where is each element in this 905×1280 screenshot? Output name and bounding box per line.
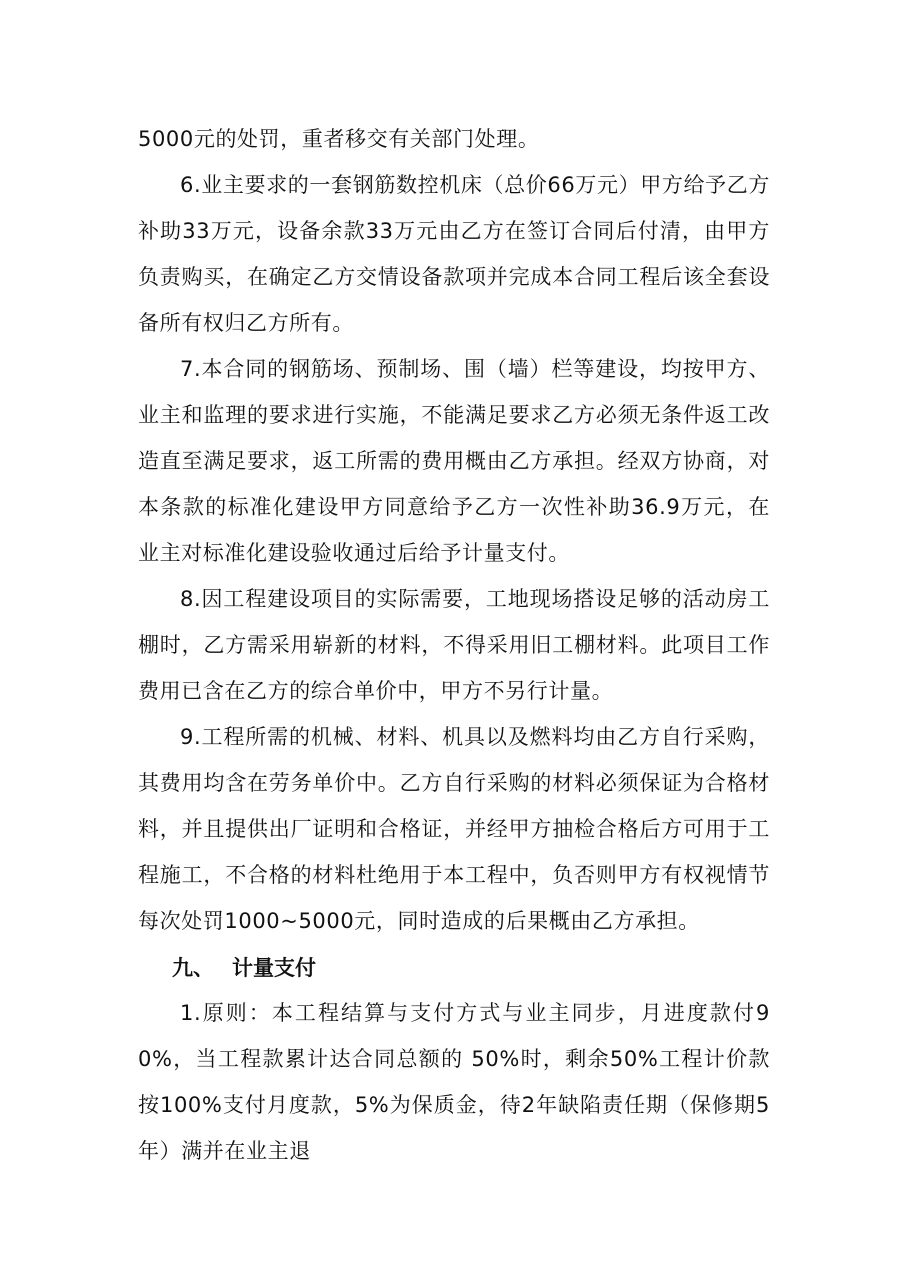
paragraph-item-6: 6.业主要求的一套钢筋数控机床（总价66万元）甲方给予乙方补助33万元，设备余款33万元由乙方在签订合同后付清，由甲方负责购买，在确定乙方交情设备款项并完成本合同工程后该全套设备所有权归乙方所有。 bbox=[138, 173, 770, 335]
document-body bbox=[138, 116, 770, 1174]
paragraph-item-8: 8.因工程建设项目的实际需要，工地现场搭设足够的活动房工棚时，乙方需采用崭新的材料，不得采用旧工棚材料。此项目工作费用已含在乙方的综合单价中，甲方不另行计量。 bbox=[138, 587, 770, 703]
paragraph-item-9: 9.工程所需的机械、材料、机具以及燃料均由乙方自行采购，其费用均含在劳务单价中。乙方自行采购的材料必须保证为合格材料，并且提供出厂证明和合格证，并经甲方抽检合格后方可用于工程施工，不合格的材料杜绝用于本工程中，负否则甲方有权视情节每次处罚1000~5000元，同时造成的后果概由乙方承担。 bbox=[138, 725, 770, 933]
paragraph-penalty-continuation: 5000元的处罚，重者移交有关部门处理。 bbox=[138, 127, 540, 151]
paragraph-payment-principle: 1.原则：本工程结算与支付方式与业主同步，月进度款付90%，当工程款累计达合同总额的 50%时，剩余50%工程计价款按100%支付月度款，5%为保质金，待2年缺陷责任期（保修期5年）满并在业主退 bbox=[138, 1001, 770, 1163]
section-title: 计量支付 bbox=[232, 956, 316, 980]
section-number: 九、 bbox=[172, 956, 214, 980]
paragraph-item-7: 7.本合同的钢筋场、预制场、围（墙）栏等建设，均按甲方、业主和监理的要求进行实施，不能满足要求乙方必须无条件返工改造直至满足要求，返工所需的费用概由乙方承担。经双方协商，对本条款的标准化建设甲方同意给予乙方一次性补助36.9万元，在业主对标准化建设验收通过后给予计量支付。 bbox=[138, 357, 770, 565]
section-heading bbox=[138, 944, 770, 990]
